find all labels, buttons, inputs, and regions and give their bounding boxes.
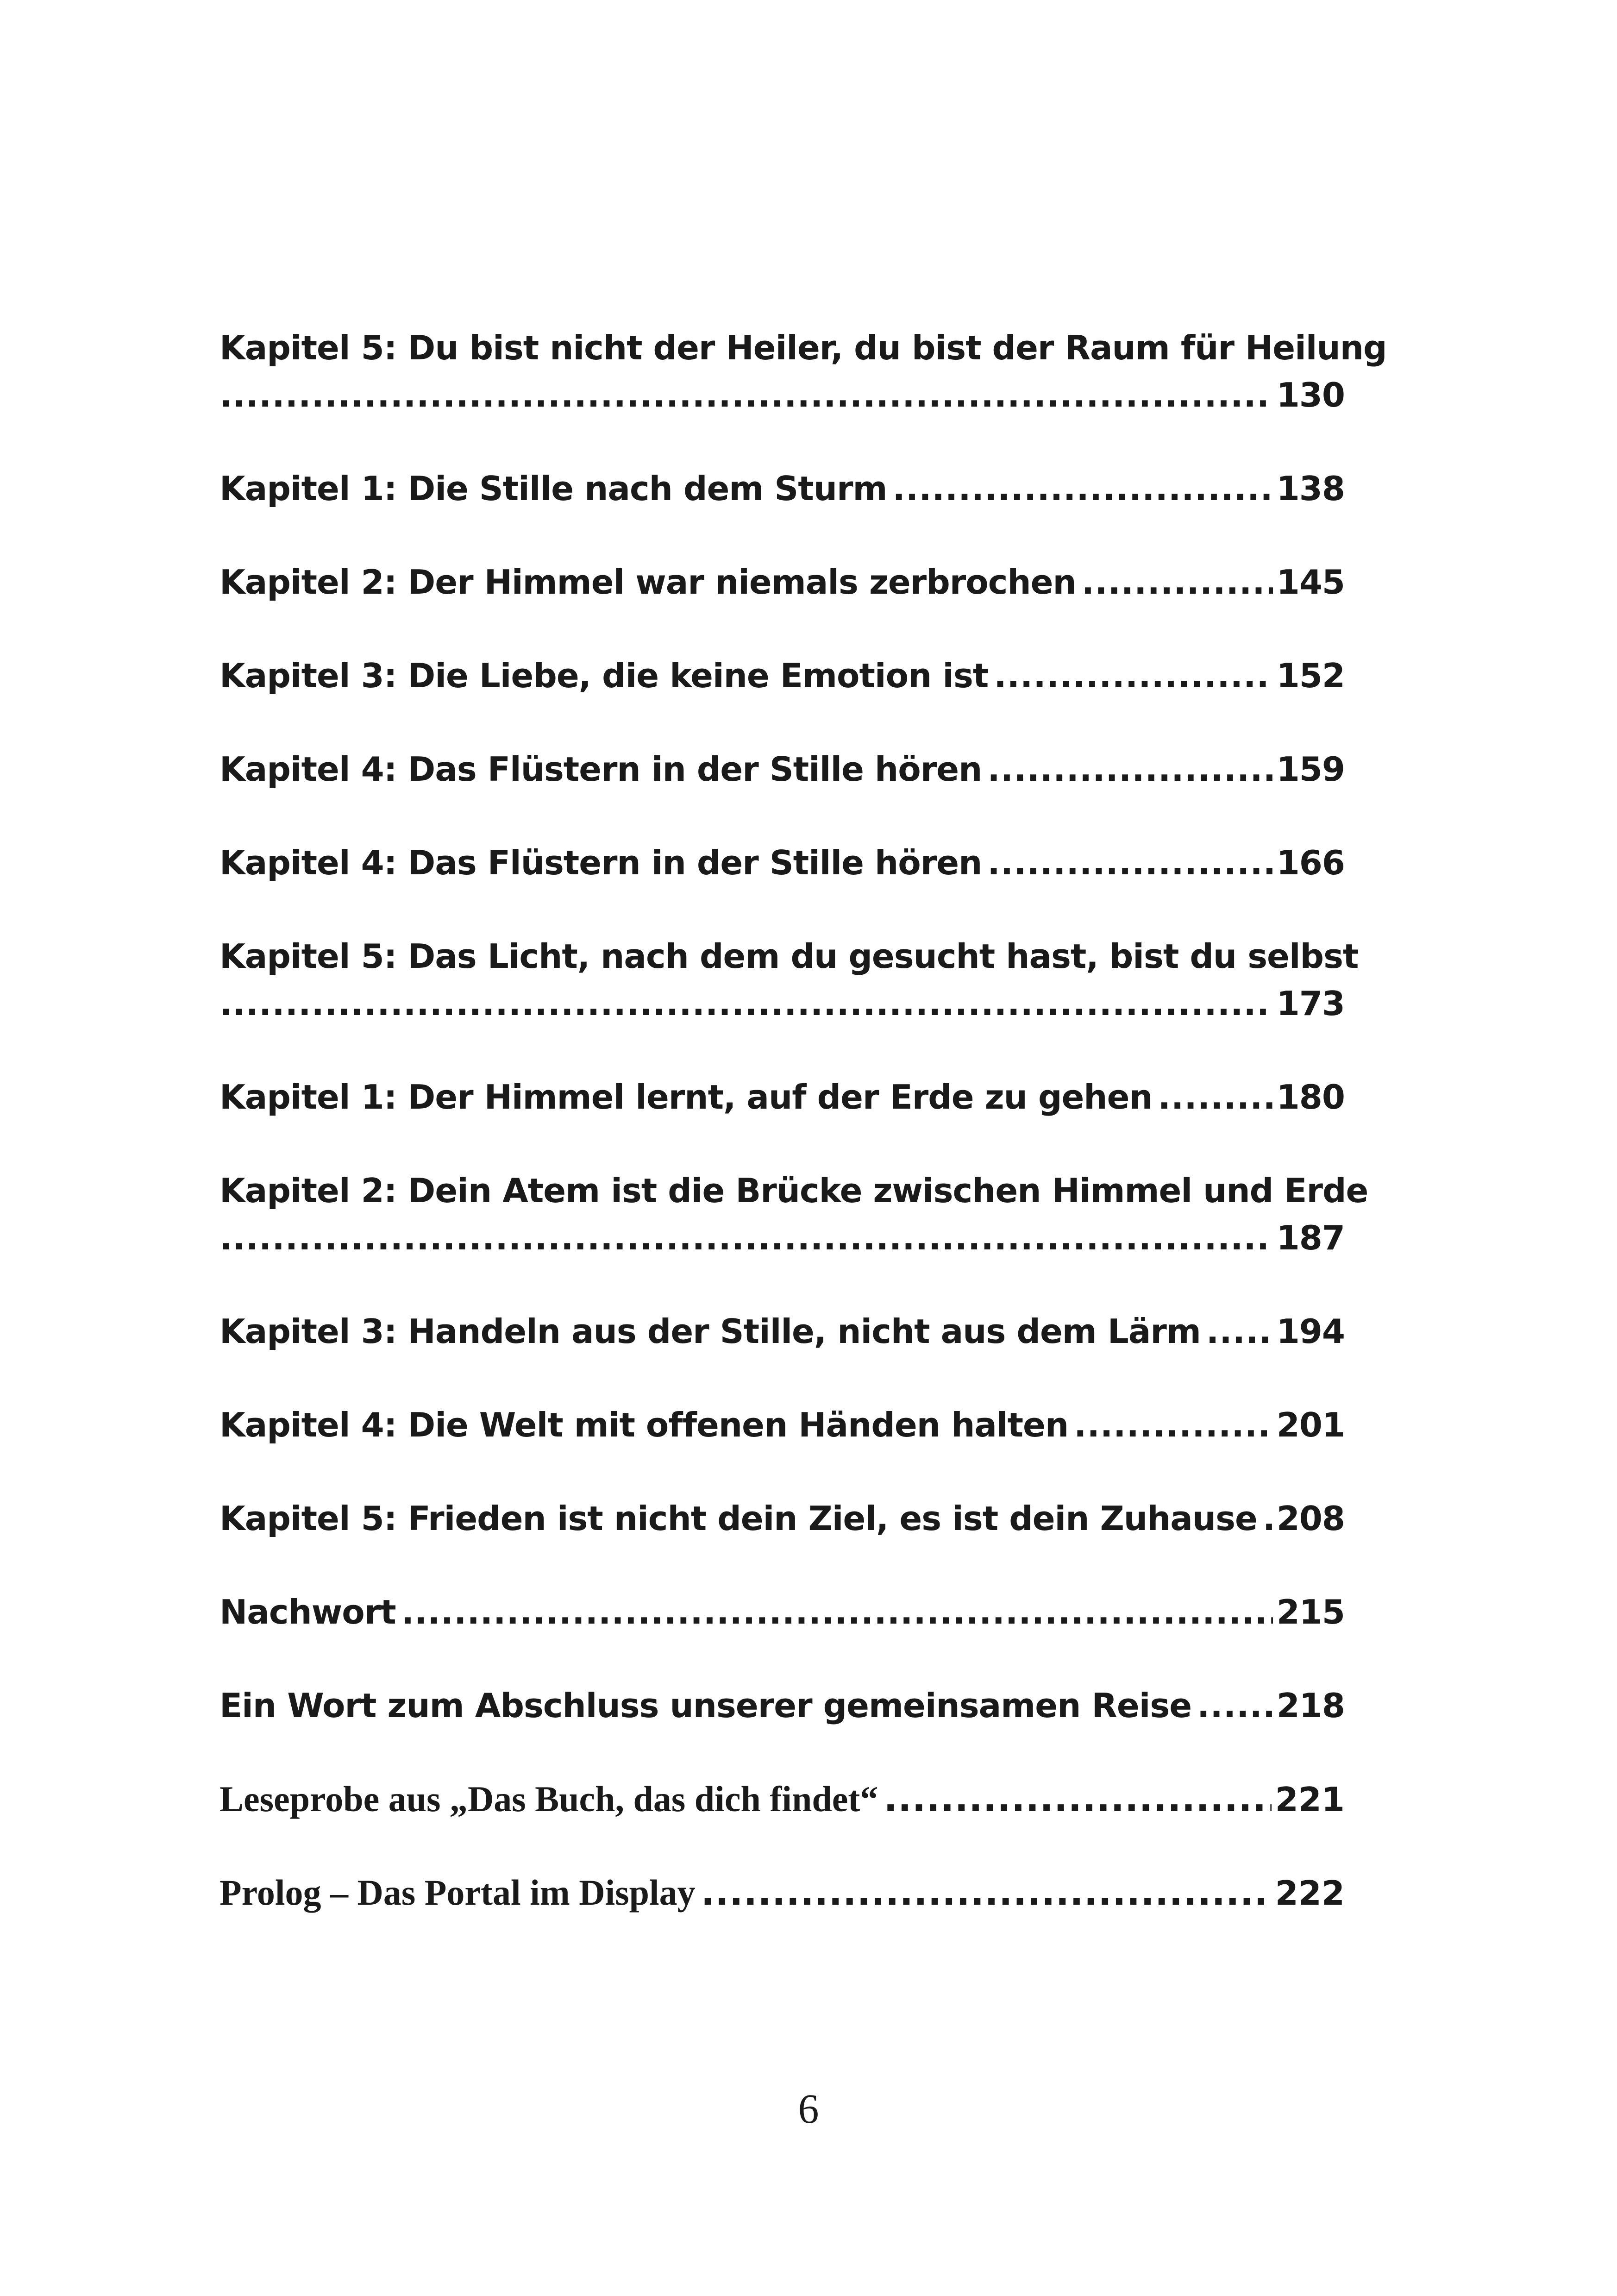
dot-leader [892,465,1272,512]
dot-leader [1206,1308,1273,1355]
toc-entry-page: 130 [1276,376,1345,414]
dot-leader [884,1775,1271,1823]
toc-entry-page: 173 [1276,984,1345,1023]
toc-entry-page: 166 [1276,843,1345,882]
toc-entry-page: 180 [1276,1078,1345,1117]
toc-entry[interactable] [219,1775,1345,1823]
toc-entry-page: 159 [1276,750,1345,789]
toc-entry[interactable] [219,1495,1345,1542]
toc-entry-title: Kapitel 1: Die Stille nach dem Sturm [219,469,887,508]
toc-entry-title: Kapitel 4: Das Flüstern in der Stille hören [219,843,982,882]
toc-entry[interactable] [219,1682,1345,1729]
page-number: 6 [798,2086,819,2132]
dot-leader [219,1214,1273,1261]
toc-entry-page: 222 [1275,1874,1345,1913]
toc-entry-title: Kapitel 3: Die Liebe, die keine Emotion ist [219,656,989,695]
toc-entry-title: Kapitel 1: Der Himmel lernt, auf der Erde zu gehen [219,1078,1153,1117]
toc-entry[interactable] [219,1869,1345,1916]
toc-entry[interactable] [219,465,1345,512]
dot-leader [1158,1073,1273,1121]
toc-entry-title: Kapitel 2: Der Himmel war niemals zerbrochen [219,563,1076,602]
toc-entry[interactable] [219,746,1345,793]
dot-leader [1263,1495,1273,1542]
toc-entry[interactable] [219,1588,1345,1636]
toc-entry[interactable] [219,1167,1368,1261]
toc-entry-page: 194 [1276,1312,1345,1351]
dot-leader [219,371,1273,419]
dot-leader [701,1869,1272,1916]
toc-entry-title: Kapitel 4: Das Flüstern in der Stille hören [219,750,982,789]
toc-entry-page: 152 [1276,656,1345,695]
toc-entry-page: 215 [1276,1593,1345,1631]
toc-entry-title: Kapitel 5: Du bist nicht der Heiler, du bist der Raum für Heilung [219,328,1387,367]
dot-leader [987,746,1272,793]
toc-entry[interactable] [219,839,1345,886]
toc-entry[interactable] [219,558,1345,606]
toc-entry-page: 218 [1276,1686,1345,1725]
dot-leader [1082,558,1273,606]
toc-entry-title: Prolog – Das Portal im Display [219,1872,696,1913]
toc-entry-page: 187 [1276,1218,1345,1257]
toc-entry-title: Kapitel 4: Die Welt mit offenen Händen halten [219,1405,1069,1444]
toc-entry[interactable] [219,1401,1345,1449]
toc-entry[interactable] [219,652,1345,699]
toc-entry-page: 145 [1276,563,1345,602]
dot-leader [219,980,1273,1027]
toc-entry[interactable] [219,324,1387,419]
toc-entry-title: Ein Wort zum Abschluss unserer gemeinsamen Reise [219,1686,1192,1725]
toc-entry-page: 138 [1276,469,1345,508]
dot-leader [1197,1682,1273,1729]
dot-leader [401,1588,1273,1636]
dot-leader [987,839,1272,886]
dot-leader [1074,1401,1273,1449]
toc-entry-title: Nachwort [219,1593,396,1631]
toc-entry-title: Kapitel 2: Dein Atem ist die Brücke zwischen Himmel und Erde [219,1171,1368,1210]
toc-entry-page: 221 [1275,1780,1345,1819]
toc-entry[interactable] [219,1308,1345,1355]
toc-entry[interactable] [219,933,1359,1027]
toc-entry-title: Kapitel 5: Das Licht, nach dem du gesucht hast, bist du selbst [219,937,1359,976]
dot-leader [994,652,1272,699]
table-of-contents [219,324,1387,1963]
toc-entry-page: 201 [1276,1405,1345,1444]
toc-entry-title: Leseprobe aus „Das Buch, das dich findet“ [219,1779,878,1819]
toc-entry-title: Kapitel 3: Handeln aus der Stille, nicht aus dem Lärm [219,1312,1201,1351]
toc-entry[interactable] [219,1073,1345,1121]
toc-entry-page: 208 [1276,1499,1345,1538]
toc-entry-title: Kapitel 5: Frieden ist nicht dein Ziel, es ist dein Zuhause [219,1499,1257,1538]
